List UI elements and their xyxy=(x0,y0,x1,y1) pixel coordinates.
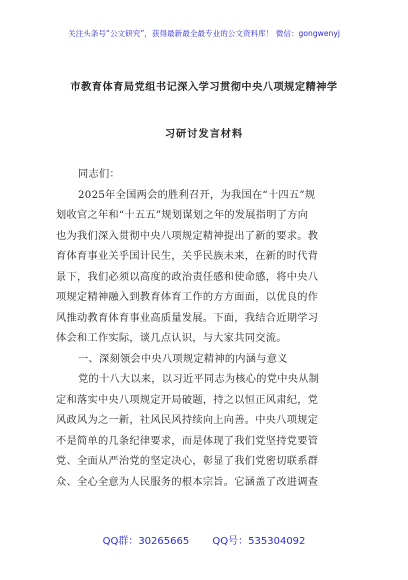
body-line: 风推动教育体育事业高质量发展。下面，我结合近期学习 xyxy=(56,312,319,324)
document-body xyxy=(56,165,366,493)
body-line: 体会和工作实际，谈几点认识，与大家共同交流。 xyxy=(56,333,287,344)
body-line: 定和落实中央八项规定开局破题，持之以恒正风肃纪，党 xyxy=(56,394,319,406)
body-line: 同志们： xyxy=(78,169,120,180)
body-line: 项规定精神融入到教育体育工作的方方面面，以优良的作 xyxy=(56,292,319,303)
document-title-line2: 习研讨发言材料 xyxy=(164,129,244,140)
body-line: 2025年全国两会的胜利召开，为我国在“十四五”规 xyxy=(78,189,316,201)
footer-qq-group: QQ群：30265665 xyxy=(102,536,190,547)
document-title-line1: 市教育体育局党组书记深入学习贯彻中央八项规定精神学 xyxy=(70,82,338,93)
header-banner: 关注头条号“公文研究”，获得最新最全最专业的公文资料库！ 微信：gongwenyj xyxy=(68,29,340,38)
body-line: 党的十八大以来，以习近平同志为核心的党中央从制 xyxy=(78,374,320,385)
body-line: 一、深刻领会中央八项规定精神的内涵与意义 xyxy=(78,353,288,365)
body-line: 景下，我们必须以高度的政治责任感和使命感，将中央八 xyxy=(56,271,319,283)
footer-qq-number: QQ号：535304092 xyxy=(212,536,306,547)
body-line: 划收官之年和“十五五”规划谋划之年的发展指明了方向 xyxy=(56,210,309,221)
body-line: 众、全心全意为人民服务的根本宗旨。它涵盖了改进调查 xyxy=(56,476,319,488)
body-line: 风政风为之一新，社风民风持续向上向善。中央八项规定 xyxy=(56,415,319,426)
footer-contact xyxy=(0,532,408,547)
body-line: 不是简单的几条纪律要求，而是体现了我们党坚持党要管 xyxy=(56,435,319,447)
body-line: 育体育事业关乎国计民生，关乎民族未来，在新的时代背 xyxy=(56,251,319,262)
body-line: 也为我们深入贯彻中央八项规定精神提出了新的要求。教 xyxy=(56,230,319,242)
body-line: 党、全面从严治党的坚定决心，彰显了我们党密切联系群 xyxy=(56,456,319,467)
